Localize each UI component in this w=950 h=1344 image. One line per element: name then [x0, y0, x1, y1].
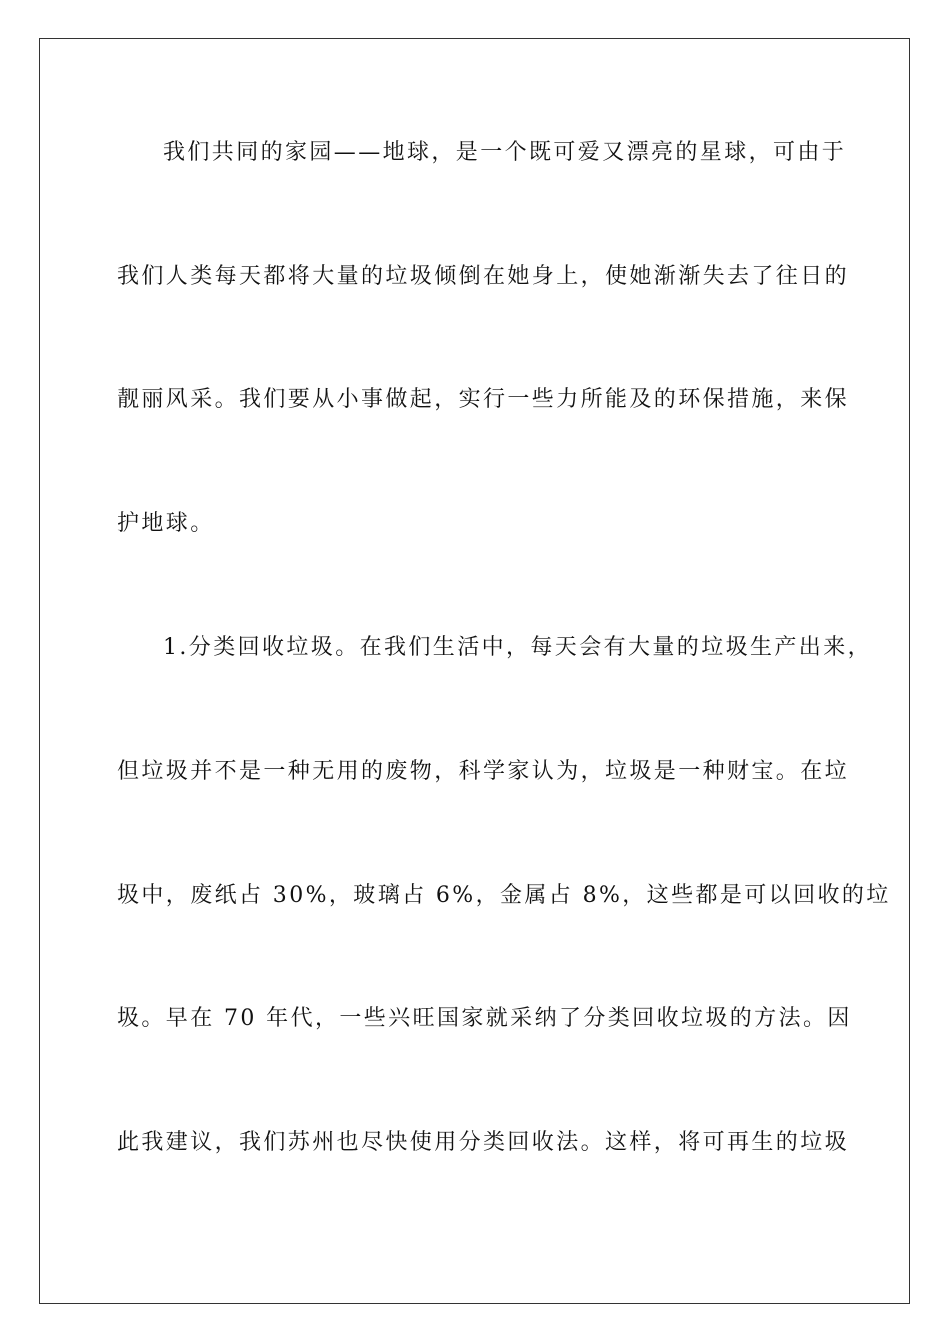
- page-border: [39, 38, 910, 1304]
- paragraph-1-line-1: 我们共同的家园——地球，是一个既可爱又漂亮的星球，可由于: [163, 140, 847, 165]
- paragraph-2-line-1: 1.分类回收垃圾。在我们生活中，每天会有大量的垃圾生产出来，: [163, 635, 872, 660]
- paragraph-1-line-2: 我们人类每天都将大量的垃圾倾倒在她身上，使她渐渐失去了往日的: [117, 264, 850, 289]
- paragraph-1-line-3: 靓丽风采。我们要从小事做起，实行一些力所能及的环保措施，来保: [117, 387, 850, 412]
- paragraph-2-line-2: 但垃圾并不是一种无用的废物，科学家认为，垃圾是一种财宝。在垃: [117, 759, 850, 784]
- paragraph-1-line-4: 护地球。: [117, 511, 215, 536]
- paragraph-2-line-5: 此我建议，我们苏州也尽快使用分类回收法。这样，将可再生的垃圾: [117, 1130, 850, 1155]
- paragraph-2-line-3: 圾中，废纸占 30%，玻璃占 6%，金属占 8%，这些都是可以回收的垃: [117, 883, 891, 908]
- paragraph-2-line-4: 圾。早在 70 年代，一些兴旺国家就采纳了分类回收垃圾的方法。因: [117, 1006, 852, 1031]
